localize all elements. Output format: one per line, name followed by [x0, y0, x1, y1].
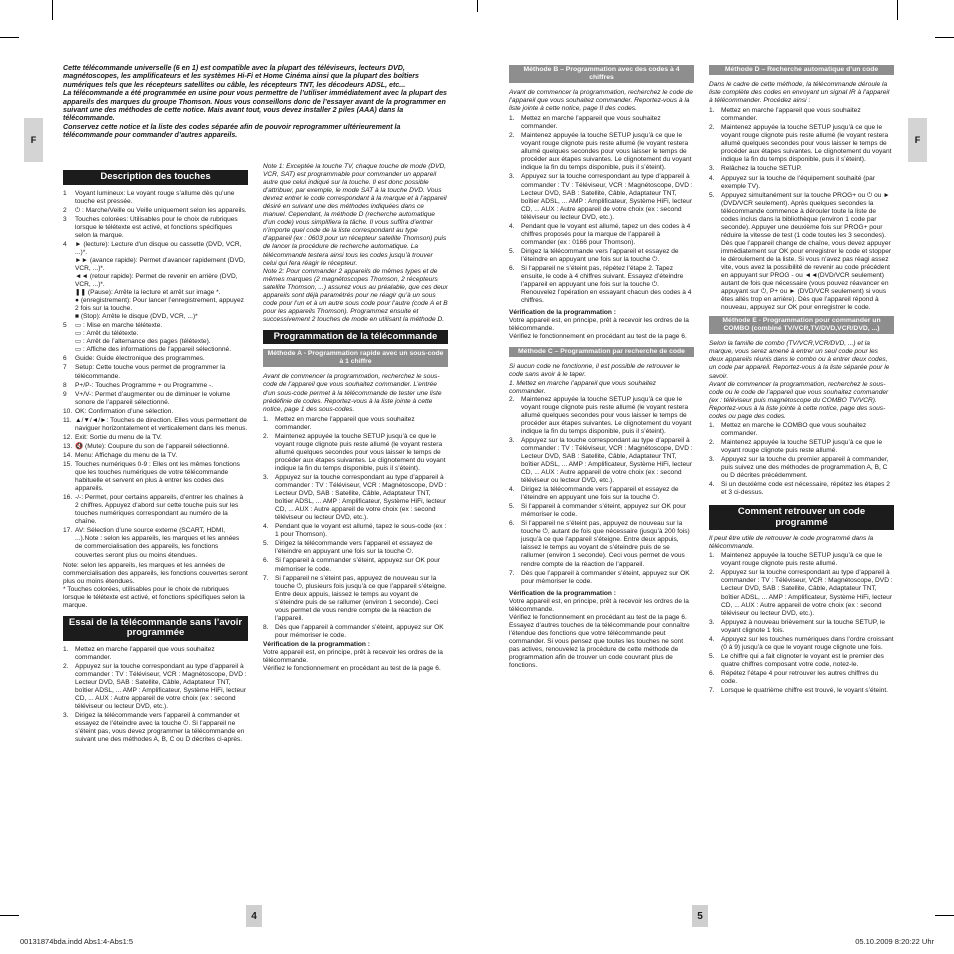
list-item	[709, 569, 894, 617]
crop-mark	[52, 0, 53, 20]
column-description	[63, 166, 248, 745]
list-item	[709, 175, 894, 191]
list-item	[709, 653, 894, 669]
list-item	[63, 364, 248, 380]
text-line: Appuyez sur les touches numériques dans l’ordre croissant (0 à 9) jusqu’à ce que le voyant rouge clignote une fois.	[721, 635, 894, 651]
text-line: ▭ : Arrêt de l’alternance des pages (télétexte).	[75, 338, 211, 346]
list-item	[709, 687, 894, 695]
text-line: Si un deuxième code est nécessaire, répétez les étapes 2 et 3 ci-dessus.	[721, 481, 890, 497]
intro-block	[63, 64, 447, 140]
list-item	[63, 391, 248, 407]
list-item	[263, 523, 448, 539]
crop-mark	[0, 915, 19, 916]
list-item	[63, 461, 248, 493]
list-item	[709, 192, 894, 313]
item-text	[75, 443, 248, 451]
crop-mark	[477, 0, 478, 12]
item-text	[521, 223, 694, 247]
list-item	[63, 417, 248, 433]
list-item	[63, 408, 248, 416]
text-line: Vérifiez le fonctionnement en procédant au test de la page 6.	[263, 665, 441, 673]
item-number: 11.	[63, 416, 72, 424]
item-number: 10.	[63, 407, 73, 415]
list-item	[709, 481, 894, 497]
item-text	[75, 408, 248, 416]
item-text	[275, 540, 448, 556]
text-line: Vérifiez le fonctionnement en procédant au test de la page 6.	[509, 613, 687, 621]
list-item	[509, 520, 694, 568]
list-item	[263, 416, 448, 432]
text-line: Maintenez appuyée la touche SETUP jusqu’à ce que le voyant rouge clignote puis reste allumé (le voyant restera allumé quelques secondes pour vous laisser le temps de procéder aux étapes suivantes. Le clignotement du voyant indique la fin du temps disponible, puis il s’éteint).	[521, 132, 692, 172]
item-text	[75, 646, 248, 662]
text-line: Mettez en marche le COMBO que vous souhaitez commander.	[721, 421, 867, 437]
item-number: 6.	[709, 669, 715, 677]
item-number: 5.	[709, 191, 715, 199]
notes-block	[263, 163, 448, 324]
item-number: 8	[63, 381, 67, 389]
list-item	[63, 322, 248, 354]
text-line: Si aucun code ne fonctionne, il est possible de retrouver le code sans avoir à le taper.	[509, 363, 680, 379]
text-line: Dirigez la télécommande vers l’appareil à commander et essayez de l’éteindre avec la touche ⏻. Si l’appareil ne s’éteint pas, vous devez programmer la télécommande en suivant une des méthodes A, B, C ou D décrites ci-après.	[75, 712, 245, 744]
text-line: ► (lecture): Lecture d'un disque ou cassette (DVD, VCR, ...)*.	[75, 240, 242, 256]
item-text	[721, 481, 894, 497]
text-line: Appuyez à nouveau brièvement sur la touche SETUP, le voyant clignote 1 fois.	[721, 618, 886, 634]
text-line: Essayez d’autres touches de la télécommande pour connaître l’étendue des fonctions que votre télécommande peut commander. Si vous pensez que toutes les touches ne sont pas actives, renouvelez la procédure de cette méthode de programmation afin de trouver un code couvrant plus de fonctions.	[509, 621, 690, 670]
language-tab-left: F	[24, 118, 43, 162]
item-text	[521, 570, 694, 586]
item-number: 4.	[709, 174, 715, 182]
list-item	[709, 124, 894, 164]
item-number: 5.	[509, 503, 515, 511]
text-line: Maintenez appuyée la touche SETUP jusqu’à ce que le voyant rouge clignote puis reste allumé.	[721, 438, 883, 454]
list-item	[63, 646, 248, 662]
item-text	[721, 456, 894, 480]
intro-paragraph: Conservez cette notice et la liste des codes séparée afin de pouvoir reprogrammer ultérieurement la télécommande pour commander d’autres appareils.	[63, 122, 401, 140]
method-b-heading: Méthode B – Programmation avec des codes à 4 chiffres	[509, 65, 694, 83]
item-text	[721, 636, 894, 652]
item-text	[521, 132, 694, 172]
text-line: Touches numériques 0-9 : Elles ont les mêmes fonctions que les touches numériques de votre télécommande habituelle et servent en plus à entrer les codes des appareils.	[75, 461, 240, 493]
item-number: 4.	[263, 523, 269, 531]
text-line: Appuyez sur la touche correspondant au type d’appareil à commander : TV : Téléviseur, VCR : Magnétoscope, DVD : Lecteur DVD, SAB : Satellite, Câble, Adaptateur TNT, boîtier ADSL, ... AMP : Amplificateur, Système HiFi, lecteur CD, ... AUX : Autre appareil de votre choix (ex : second téléviseur ou lecteur DVD, etc.).	[275, 474, 447, 522]
crop-mark	[897, 0, 898, 20]
text-line: Lorsque le quatrième chiffre est trouvé, le voyant s’éteint.	[721, 687, 889, 695]
verification-text	[263, 649, 448, 673]
text-line: P+/P-: Touches Programme + ou Programme -.	[75, 381, 214, 389]
list-item	[63, 216, 248, 240]
list-item	[709, 422, 894, 438]
list-item	[509, 248, 694, 264]
text-line: Appuyez sur la touche du premier appareil à commander, puis suivez une des méthodes de programmation A, B, C ou D décrites précédemment.	[721, 455, 889, 480]
list-item	[709, 107, 894, 123]
item-number: 6	[63, 355, 67, 363]
item-number: 1.	[709, 552, 715, 560]
list-item	[263, 557, 448, 573]
item-number: 2.	[509, 132, 515, 140]
item-number: 1.	[509, 115, 515, 123]
method-a-steps	[263, 416, 448, 640]
list-item	[263, 575, 448, 623]
text-line: Note 2: Pour commander 2 appareils de mêmes types et de mêmes marques (2 magnétoscopes Thomson, 2 récepteurs satellite Thomson, ...) assurez vous au préalable, que ces deux appareils sont déjà paramétrés pour ne réagir qu’à un sous code pour l’un et à un autre sous code pour l’autre (code A et B pour les appareils Thomson). Programmez ensuite et successivement 2 touches de mode en utilisant la méthode D.	[263, 267, 448, 323]
item-number: 3.	[509, 173, 515, 181]
list-item	[509, 486, 694, 502]
text-line: Si l’appareil à commander s’éteint, appuyez sur OK pour mémoriser le code.	[521, 503, 686, 519]
list-item	[63, 434, 248, 442]
list-item	[509, 396, 694, 436]
method-b-steps	[509, 115, 694, 305]
text-line: Mettez en marche l’appareil que vous souhaitez commander.	[521, 115, 661, 131]
text-line: Votre appareil est, en principe, prêt à recevoir les ordres de la télécommande.	[263, 648, 443, 665]
item-text	[721, 653, 894, 669]
item-text	[75, 190, 248, 206]
text-line: Appuyez simultanément sur la touche PROG+ ou ⏻ ou ► (DVD/VCR seulement). Après quelques secondes la télécommande commence à dérouler toute la liste de codes inclus dans la bibliothèque (environ 1 code par seconde). Appuyer une deuxième fois sur PROG+ pour réduire la vitesse de test (1 code toutes les 3 secondes). Dès que l’appareil change de chaîne, vous devez appuyer immédiatement sur OK pour enregistrer le code et stopper le déroulement de la liste. Si vous n’avez pas réagi assez vite, vous avez la possibilité de revenir au code précédent en appuyant sur PROG - ou ◄◄(DVD/VCR seulement) autant de fois que nécessaire (vous pouvez réavancer en appuyant sur ⏻, P+ ou ► (DVD/VCR seulement) si vous êtes allés trop en arrière). Dès que l’appareil répond à nouveau, appuyez sur OK pour enregistrer le code.	[721, 191, 892, 312]
item-text	[521, 396, 694, 436]
item-number: 2.	[709, 569, 715, 577]
item-text	[521, 486, 694, 502]
item-text	[75, 461, 248, 493]
item-number: 4.	[509, 486, 515, 494]
item-text	[75, 241, 248, 321]
text-line: Dirigez la télécommande vers l’appareil et essayez de l’éteindre en appuyant une fois sur la touche ⏻.	[275, 540, 433, 556]
item-text	[275, 575, 448, 623]
list-item	[63, 190, 248, 206]
text-line: ▲/▼/◄/►: Touches de direction. Elles vous permettent de naviguer horizontalement et verticalement dans les menus.	[75, 416, 248, 432]
text-line: Si l’appareil ne s’éteint pas, appuyez de nouveau sur la touche ⏻, plusieurs fois jusqu’à ce que l’appareil s’éteigne. Entre deux appuis, laissez le temps au voyant de s’éteindre puis de se rallumer (environ 1 seconde). Ceci vous permet de vous rendre compte de la réaction de l’appareil.	[275, 574, 447, 622]
text-line: ►► (avance rapide): Permet d'avancer rapidement (DVD, VCR, ...)*.	[75, 256, 246, 272]
text-line: Pendant que le voyant est allumé, tapez un des codes à 4 chiffres proposés pour la marque de l’appareil à commander (ex : 0166 pour Thomson).	[521, 222, 691, 246]
item-number: 1.	[63, 645, 69, 653]
verification-title: Vérification de la programmation :	[509, 309, 616, 317]
item-text	[275, 416, 448, 432]
item-number: 7.	[509, 569, 515, 577]
test-steps-list	[63, 646, 248, 745]
item-number: 1	[63, 189, 67, 197]
text-line: ▭ : Mise en marche télétexte.	[75, 322, 163, 330]
verification-title: Vérification de la programmation :	[509, 589, 616, 597]
text-line: Note 1: Exceptée la touche TV, chaque touche de mode (DVD, VCR, SAT) est programmable pour commander un appareil autre que celui indiqué sur la touche. Il est donc possible d’attribuer, par exemple, le mode SAT à la touche DVD. Vous devrez entrer le code correspondant à la marque et à l’appareil désiré en suivant une des méthodes indiquées dans ce manuel. Cependant, la méthode D (recherche automatique d’un code) vous simplifiera la tâche. Il vous suffira d’entrer n’importe quel code de la liste correspondant au type d’appareil (ex : 0603 pour un récepteur satellite Thomson) puis de lancer la procédure de recherche automatique. La télécommande testera ainsi tous les codes jusqu’à trouver celui qui fera réagir le récepteur.	[263, 163, 447, 267]
item-number: 6.	[509, 264, 515, 272]
text-line: ◄◄ (retour rapide): Permet de revenir en arrière (DVD, VCR, ...)*.	[75, 272, 238, 289]
text-line: 1. Mettez en marche l’appareil que vous souhaitez commander.	[509, 379, 656, 395]
text-line: ▭ : Arrêt du télétexte.	[75, 330, 139, 338]
text-line: Dirigez la télécommande vers l’appareil et essayez de l’éteindre en appuyant une fois sur la touche ⏻.	[521, 486, 679, 502]
text-line: 🔇 (Mute): Coupure du son de l’appareil sélectionné.	[75, 442, 230, 450]
key-description-list	[63, 190, 248, 560]
column-programming	[263, 163, 448, 673]
text-line: Si l’appareil à commander s’éteint, appuyez sur OK pour mémoriser le code.	[275, 557, 440, 573]
method-d-intro: Dans le cadre de cette méthode, la télécommande déroule la liste complète des codes en envoyant un signal IR à l’appareil à télécommander. Procédez ainsi :	[709, 81, 890, 105]
item-number: 1.	[263, 415, 269, 423]
list-item	[263, 433, 448, 473]
method-a-heading: Méthode A - Programmation rapide avec un sous-code à 1 chiffre	[263, 349, 448, 367]
page-number-right: 5	[692, 905, 708, 927]
intro-paragraph: La télécommande a été programmée en usine pour vous permettre de l’utiliser immédiatement avec la plupart des appareils des marques du groupe Thomson. Nous vous conseillons donc de l’essayer avant de la programmer en suivant une des méthodes de cette notice. Mais avant tout, vous devez installer 2 piles (AAA) dans la télécommande.	[63, 89, 447, 123]
item-number: 8.	[263, 623, 269, 631]
method-a-intro: Avant de commencer la programmation, recherchez le sous-code de l’appareil que vous souhaitez commander. L’entrée d’un sous-code permet à la télécommande de tester une liste prédéfinie de codes. Reportez-vous à la liste jointe à cette notice, page 1 des sous-codes.	[263, 373, 442, 413]
text-line: * Touches colorées, utilisables pour le choix de rubriques lorsque le télétexte est activé, et fonctions spécifiques selon la marque.	[63, 585, 245, 609]
item-text	[521, 248, 694, 264]
item-text	[721, 552, 894, 568]
text-line: Appuyez sur la touche de l’équipement souhaité (par exemple TV).	[721, 174, 875, 190]
text-line: Vérifiez le fonctionnement en procédant au test de la page 6.	[509, 333, 687, 341]
text-line: Dès que l’appareil à commander s’éteint, appuyez sur OK pour mémoriser le code.	[275, 623, 444, 639]
list-item	[63, 494, 248, 526]
item-number: 7	[63, 364, 67, 372]
item-text	[275, 523, 448, 539]
section-heading: Comment retrouver un code programmé	[709, 505, 894, 530]
item-text	[721, 192, 894, 313]
method-c-heading: Méthode C – Programmation par recherche de code	[509, 347, 694, 357]
list-item	[63, 663, 248, 711]
text-line: Guide: Guide électronique des programmes.	[75, 355, 205, 363]
item-number: 12.	[63, 433, 73, 441]
list-item	[509, 115, 694, 131]
method-b-intro: Avant de commencer la programmation, recherchez le code de l’appareil que vous souhaitez commander. Reportez-vous à la liste jointe à cette notice, page II des codes.	[509, 89, 693, 113]
item-number: 1.	[709, 107, 715, 115]
text-line: Dès que l’appareil à commander s’éteint, appuyez sur OK pour mémoriser le code.	[521, 569, 690, 585]
item-text	[75, 391, 248, 407]
item-text	[721, 439, 894, 455]
footer-file-info: 00131874bda.indd Abs1:4-Abs1:5	[20, 937, 134, 946]
item-text	[75, 494, 248, 526]
list-item	[63, 452, 248, 460]
item-text	[75, 663, 248, 711]
list-item	[63, 207, 248, 215]
text-line: Setup: Cette touche vous permet de programmer la télécommande.	[75, 364, 226, 380]
column-methods-de	[709, 65, 894, 696]
text-line: Selon la famille de combo (TV/VCR,VCR/DVD, ...) et la marque, vous serez amené à entrer un seul code pour les deux appareils réunis dans le combo ou à entrer deux codes, un code par appareil. Reportez-vous à la liste séparée pour le savoir.	[709, 340, 890, 380]
text-line: V+/V-: Permet d’augmenter ou de diminuer le volume sonore de l’appareil sélectionné.	[75, 390, 231, 406]
item-number: 4	[63, 240, 67, 248]
section-heading: Programmation de la télécommande	[263, 330, 448, 345]
list-item	[709, 636, 894, 652]
list-item	[709, 619, 894, 635]
verification-text	[509, 317, 694, 341]
section-heading: Essai de la télécommande sans l’avoir programmée	[63, 616, 248, 641]
text-line: Note: selon les appareils, les marques et les années de commercialisation des appareils, les fonctions couvertes seront plus ou moins étendues.	[63, 561, 248, 585]
item-text	[75, 434, 248, 442]
list-item	[63, 527, 248, 559]
item-number: 7.	[709, 687, 715, 695]
text-line: Avant de commencer la programmation, recherchez le sous-code ou le code de l’appareil que vous souhaitez commander (ex : téléviseur puis magnétoscope du COMBO TV/VCR). Reportez-vous à la liste jointe à cette notice, page des sous-codes ou page des codes.	[709, 380, 889, 420]
text-line: Maintenez appuyée la touche SETUP jusqu’à ce que le voyant rouge clignote puis reste allumé (le voyant restera allumé quelques secondes pour vous laisser le temps de procéder aux étapes suivantes. Le clignotement du voyant indique la fin du temps disponible, puis il s’éteint).	[275, 432, 446, 472]
item-text	[721, 670, 894, 686]
item-text	[75, 452, 248, 460]
item-number: 5.	[709, 652, 715, 660]
text-line: Mettez en marche l’appareil que vous souhaitez commander.	[721, 107, 861, 123]
item-number: 6.	[263, 557, 269, 565]
text-line: Appuyez sur la touche correspondant au type d’appareil à commander : TV : Téléviseur, VCR : Magnétoscope, DVD : Lecteur DVD, SAB : Satellite, Câble, Adaptateur TNT, boîtier ADSL, ... AMP : Amplificateur, Système HiFi, lecteur CD, ... AUX : Autre appareil de votre choix (ex : second téléviseur ou lecteur DVD, etc.).	[75, 662, 247, 711]
retrieve-intro: Il peut être utile de retrouver le code programmé dans la télécommande.	[709, 535, 874, 551]
text-line: Si l’appareil ne s’éteint pas, répétez l’étape 2. Tapez ensuite, le code à 4 chiffres suivant. Essayez d’éteindre l’appareil en appuyant une fois sur la touche ⏻. Renouvelez l’opération en essayant chacun des codes à 4 chiffres.	[521, 264, 692, 305]
verification-title: Vérification de la programmation :	[263, 640, 370, 648]
text-line: Répétez l’étape 4 pour retrouver les autres chiffres du code.	[721, 669, 879, 685]
item-number: 5	[63, 322, 67, 330]
text-line: ▭ : Affiche des informations de l’appareil sélectionné.	[75, 346, 232, 354]
list-item	[63, 443, 248, 451]
text-line: Mettez en marche l’appareil que vous souhaitez commander.	[75, 645, 215, 661]
item-text	[75, 712, 248, 744]
crop-mark	[935, 915, 954, 916]
item-text	[521, 115, 694, 131]
item-text	[521, 520, 694, 568]
text-line: Si l’appareil ne s’éteint pas, appuyez de nouveau sur la touche ⏻, autant de fois que nécessaire (jusqu’à 200 fois) jusqu’à ce que l’appareil s’éteigne. Entre deux appuis, laissez le temps au voyant de s’éteindre puis de se rallumer (environ 1 seconde). Ceci vous permet de vous rendre compte de la réaction de l’appareil.	[521, 520, 690, 568]
item-number: 3.	[709, 165, 715, 173]
text-line: Touches colorées: Utilisables pour le choix de rubriques lorsque le télétexte est activé, et fonctions spécifiques selon la marque.	[75, 215, 238, 239]
item-number: 15.	[63, 461, 73, 468]
item-number: 2.	[263, 432, 269, 440]
text-line: Appuyez sur la touche correspondant au type d’appareil à commander : TV : Téléviseur, VCR : Magnétoscope, DVD : Lecteur DVD, SAB : Satellite, Câble, Adaptateur TNT, boîtier ADSL, ... AMP : Amplificateur, Système HiFi, lecteur CD, ... AUX : Autre appareil de votre choix (ex : second téléviseur ou lecteur DVD, etc.).	[721, 569, 893, 617]
list-item	[63, 382, 248, 390]
list-item	[509, 570, 694, 586]
item-number: 9	[63, 390, 67, 398]
text-line: Menu: Affichage du menu de la TV.	[75, 451, 178, 459]
item-text	[75, 322, 248, 354]
list-item	[509, 223, 694, 247]
item-text	[721, 569, 894, 617]
method-c-steps	[509, 396, 694, 586]
list-item	[63, 241, 248, 321]
item-number: 2.	[709, 438, 715, 446]
list-item	[263, 540, 448, 556]
item-text	[75, 417, 248, 433]
list-item	[509, 173, 694, 221]
method-e-steps	[709, 422, 894, 497]
item-text	[75, 364, 248, 380]
item-number: 4.	[509, 222, 515, 230]
crop-mark	[0, 37, 19, 38]
item-text	[275, 624, 448, 640]
item-number: 5.	[509, 247, 515, 255]
list-item	[509, 503, 694, 519]
text-line: ● (enregistrement): Pour lancer l’enregistrement, appuyez 2 fois sur la touche.	[75, 297, 244, 313]
item-number: 3.	[709, 618, 715, 626]
intro-paragraph: Cette télécommande universelle (6 en 1) est compatible avec la plupart des téléviseurs, lecteurs DVD, magnétoscopes, les amplificateurs et les systèmes Hi-Fi et Home Cinéma ainsi que la plupart des boîtiers numériques tels que les récepteurs satellites ou câble, les récepteurs TNT, les décodeurs ADSL, etc...	[63, 64, 419, 89]
item-text	[721, 422, 894, 438]
item-text	[721, 124, 894, 164]
item-number: 17.	[63, 527, 73, 535]
verification-text	[509, 598, 694, 670]
item-number: 3	[63, 215, 67, 223]
item-text	[75, 355, 248, 363]
item-number: 14.	[63, 451, 73, 459]
text-line: Appuyez sur la touche correspondant au type d’appareil à commander : TV : Téléviseur, VCR : Magnétoscope, DVD : Lecteur DVD, SAB : Satellite, Câble, Adaptateur TNT, boîtier ADSL, ... AMP : Amplificateur, Système HiFi, lecteur CD, ... AUX : Autre appareil de votre choix (ex : second téléviseur ou lecteur DVD, etc.).	[521, 436, 693, 485]
retrieve-steps	[709, 552, 894, 695]
item-text	[721, 165, 894, 173]
text-line: ■ (Stop): Arrête le disque (DVD, VCR, ...)*	[75, 313, 198, 321]
item-number: 3.	[263, 474, 269, 481]
page-number-left: 4	[246, 905, 262, 927]
text-line: OK: Confirmation d’une sélection.	[75, 407, 174, 415]
item-text	[721, 107, 894, 123]
item-number: 4.	[709, 635, 715, 643]
text-line: Dirigez la télécommande vers l’appareil et essayez de l’éteindre en appuyant une fois sur la touche ⏻.	[521, 247, 679, 263]
list-item	[709, 456, 894, 480]
item-text	[521, 437, 694, 485]
method-c-intro	[509, 363, 694, 395]
item-number: 13.	[63, 442, 73, 450]
item-text	[521, 173, 694, 221]
item-number: 2.	[509, 395, 515, 403]
text-line: ⏻ : Marche/Veille ou Veille uniquement selon les appareils.	[75, 206, 247, 214]
language-tab-right: F	[908, 118, 927, 162]
item-number: 3.	[509, 436, 515, 444]
list-item	[263, 474, 448, 522]
list-item	[709, 165, 894, 173]
item-text	[75, 207, 248, 215]
item-text	[75, 216, 248, 240]
item-number: 3.	[63, 712, 69, 720]
text-line: -/-: Permet, pour certains appareils, d’entrer les chaînes à 2 chiffres. Appuyez d’abord sur cette touche puis sur les touches numériques correspondant au numéro de la chaîne.	[75, 494, 244, 526]
item-text	[275, 474, 448, 522]
method-d-steps	[709, 107, 894, 312]
item-number: 2.	[709, 124, 715, 132]
method-e-heading: Méthode E - Programmation pour commander un COMBO (combiné TV/VCR,TV/DVD,VCR/DVD, ...)	[709, 316, 894, 334]
text-line: Mettez en marche l’appareil que vous souhaitez commander.	[275, 415, 415, 431]
list-item	[63, 355, 248, 363]
note	[63, 562, 248, 610]
item-number: 4.	[709, 481, 715, 489]
list-item	[709, 552, 894, 568]
item-text	[275, 557, 448, 573]
item-text	[75, 527, 248, 559]
list-item	[63, 712, 248, 744]
item-text	[721, 619, 894, 635]
item-number: 6.	[509, 520, 515, 528]
text-line: Maintenez appuyée la touche SETUP jusqu’à ce que le voyant rouge clignote puis reste allumé.	[721, 552, 883, 568]
text-line: Le chiffre qui a fait clignoter le voyant est le premier des quatre chiffres composant votre code, notez-le.	[721, 652, 884, 668]
text-line: AV: Sélection d’une source externe (SCART, HDMI, ...).Note : selon les appareils, les marques et les années de commercialisation des appareils, les fonctions couvertes seront plus ou moins étendues.	[75, 527, 240, 559]
list-item	[709, 670, 894, 686]
column-methods-bc	[509, 65, 694, 670]
item-text	[75, 382, 248, 390]
list-item	[509, 437, 694, 485]
item-text	[275, 433, 448, 473]
method-e-intro	[709, 340, 894, 420]
item-number: 16.	[63, 494, 73, 502]
text-line: Voyant lumineux: Le voyant rouge s’allume dès qu’une touche est pressée.	[75, 189, 235, 205]
footer-timestamp: 05.10.2009 8:20:22 Uhr	[855, 937, 934, 946]
list-item	[709, 439, 894, 455]
item-text	[521, 503, 694, 519]
list-item	[509, 265, 694, 305]
text-line: Maintenez appuyée la touche SETUP jusqu’à ce que le voyant rouge clignote puis reste allumé (le voyant restera allumé quelques secondes pour vous laisser le temps de procéder aux étapes suivantes. Le clignotement du voyant indique la fin du temps disponible, puis il s’éteint).	[521, 395, 692, 435]
item-number: 3.	[709, 455, 715, 463]
item-number: 2	[63, 206, 67, 214]
item-number: 2.	[63, 662, 69, 670]
text-line: ❚❚ (Pause): Arrête la lecture et arrêt sur image *.	[75, 289, 221, 297]
text-line: Votre appareil est, en principe, prêt à recevoir les ordres de la télécommande.	[509, 597, 689, 613]
text-line: Appuyez sur la touche correspondant au type d’appareil à commander : TV : Téléviseur, VCR : Magnétoscope, DVD : Lecteur DVD, SAB : Satellite, Câble, Adaptateur TNT, boîtier ADSL, ... AMP : Amplificateur, Système HiFi, lecteur CD, ... AUX : Autre appareil de votre choix (ex : second téléviseur ou lecteur DVD, etc.).	[521, 173, 693, 221]
text-line: Exit: Sortie du menu de la TV.	[75, 433, 162, 441]
item-text	[721, 175, 894, 191]
text-line: Pendant que le voyant est allumé, tapez le sous-code (ex : 1 pour Thomson).	[275, 523, 447, 539]
text-line: Relâchez la touche SETUP.	[721, 165, 802, 173]
text-line: Votre appareil est, en principe, prêt à recevoir les ordres de la télécommande.	[509, 317, 689, 333]
item-text	[521, 265, 694, 305]
text-line: Maintenez appuyée la touche SETUP jusqu’à ce que le voyant rouge clignote puis reste allumé (le voyant restera allumé quelques secondes pour vous laisser le temps de procéder aux étapes suivantes. Le clignotement du voyant indique la fin du temps disponible, puis il s’éteint).	[721, 124, 892, 164]
list-item	[509, 132, 694, 172]
item-number: 1.	[709, 421, 715, 429]
crop-mark	[935, 37, 954, 38]
list-item	[263, 624, 448, 640]
item-text	[721, 687, 894, 695]
section-heading: Description des touches	[63, 170, 248, 185]
method-d-heading: Méthode D – Recherche automatique d’un code	[709, 65, 894, 75]
item-number: 5.	[263, 540, 269, 548]
item-number: 7.	[263, 574, 269, 582]
